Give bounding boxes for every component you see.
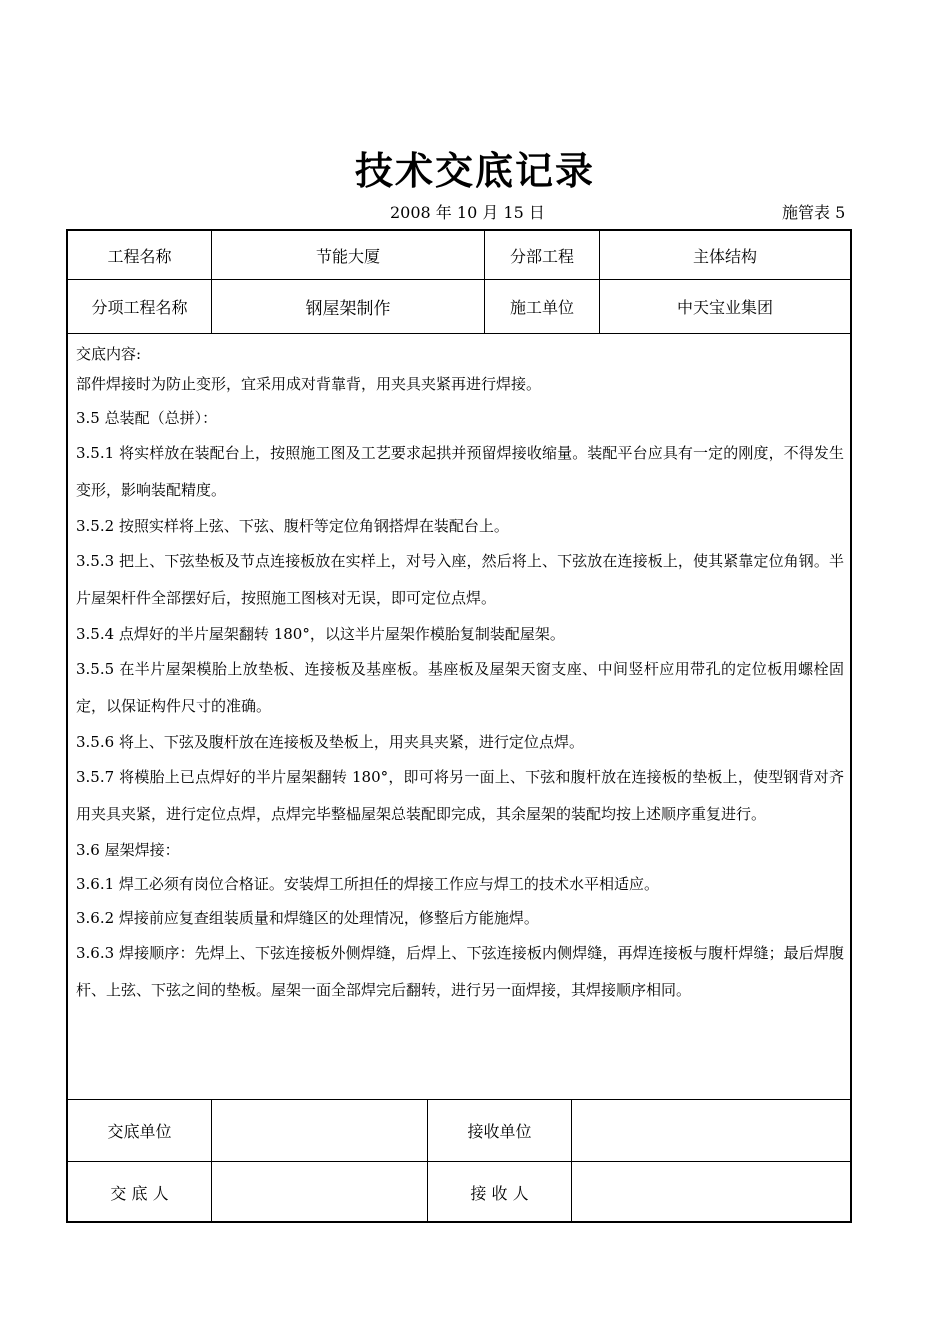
content-line: 3.5.5 在半片屋架模胎上放垫板、连接板及基座板。基座板及屋架天窗支座、中间竖杆应用带孔的定位板用螺栓固定，以保证构件尺寸的准确。 bbox=[76, 660, 844, 715]
handover-person-label: 交 底 人 bbox=[110, 1184, 169, 1203]
handover-unit-label: 交底单位 bbox=[107, 1122, 172, 1141]
subitem-label: 分项工程名称 bbox=[91, 298, 188, 317]
receiving-unit-field[interactable] bbox=[572, 1100, 850, 1161]
handover-person-field[interactable] bbox=[212, 1162, 427, 1223]
row-divider bbox=[68, 333, 850, 334]
content-line: 部件焊接时为防止变形，宜采用成对背靠背，用夹具夹紧再进行焊接。 bbox=[76, 375, 542, 393]
form-number: 施管表 5 bbox=[782, 203, 846, 222]
disclosure-form bbox=[66, 229, 852, 1223]
content-line: 3.5 总装配（总拼）： bbox=[76, 409, 218, 427]
content-line: 3.6 屋架焊接： bbox=[76, 841, 180, 859]
content-line: 3.5.2 按照实样将上弦、下弦、腹杆等定位角钢搭焊在装配台上。 bbox=[76, 517, 509, 535]
content-line: 3.5.6 将上、下弦及腹杆放在连接板及垫板上，用夹具夹紧，进行定位点焊。 bbox=[76, 733, 584, 751]
division-label: 分部工程 bbox=[509, 246, 574, 266]
contractor-value: 中天宝业集团 bbox=[676, 298, 773, 317]
disclosure-content bbox=[76, 341, 844, 1009]
receiver-label: 接 收 人 bbox=[470, 1184, 529, 1203]
content-line: 3.6.2 焊接前应复查组装质量和焊缝区的处理情况，修整后方能施焊。 bbox=[76, 909, 539, 927]
handover-unit-field[interactable] bbox=[212, 1100, 427, 1161]
content-line: 3.5.1 将实样放在装配台上，按照施工图及工艺要求起拱并预留焊接收缩量。装配平台应具有一定的刚度，不得发生变形，影响装配精度。 bbox=[76, 444, 844, 499]
content-line: 3.5.7 将模胎上已点焊好的半片屋架翻转 180°，即可将另一面上、下弦和腹杆放在连接板的垫板上，使型钢背对齐用夹具夹紧，进行定位点焊，点焊完毕整榀屋架总装配即完成，其余屋架的装配均按上述顺序重复进行。 bbox=[76, 768, 844, 823]
document-title: 技术交底记录 bbox=[354, 149, 595, 193]
content-line: 3.5.3 把上、下弦垫板及节点连接板放在实样上，对号入座，然后将上、下弦放在连接板上，使其紧靠定位角钢。半片屋架杆件全部摆好后，按照施工图核对无误，即可定位点焊。 bbox=[76, 552, 844, 607]
subitem-value: 钢屋架制作 bbox=[305, 299, 391, 319]
receiving-unit-label: 接收单位 bbox=[467, 1122, 532, 1141]
content-line: 3.5.4 点焊好的半片屋架翻转 180°，以这半片屋架作模胎复制装配屋架。 bbox=[76, 625, 565, 643]
content-line: 3.6.1 焊工必须有岗位合格证。安装焊工所担任的焊接工作应与焊工的技术水平相适应。 bbox=[76, 875, 659, 893]
content-line: 3.6.3 焊接顺序：先焊上、下弦连接板外侧焊缝，后焊上、下弦连接板内侧焊缝，再焊连接板与腹杆焊缝；最后焊腹杆、上弦、下弦之间的垫板。屋架一面全部焊完后翻转，进行另一面焊接，其焊接顺序相同。 bbox=[76, 944, 844, 999]
content-heading: 交底内容: bbox=[76, 345, 142, 363]
document-date: 2008 年 10 月 15 日 bbox=[390, 203, 545, 222]
division-value: 主体结构 bbox=[692, 246, 757, 266]
project-name-label: 工程名称 bbox=[107, 246, 172, 266]
receiver-field[interactable] bbox=[572, 1162, 850, 1223]
contractor-label: 施工单位 bbox=[509, 298, 574, 317]
project-name-value: 节能大厦 bbox=[315, 246, 380, 266]
